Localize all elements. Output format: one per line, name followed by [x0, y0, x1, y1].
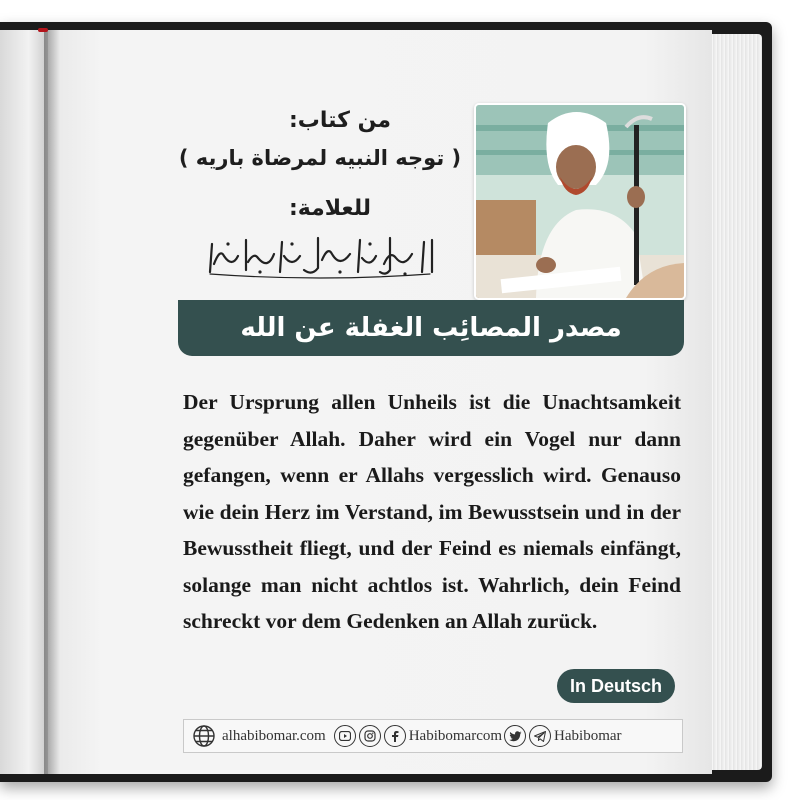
telegram-icon[interactable]	[529, 725, 551, 747]
twitter-icon[interactable]	[504, 725, 526, 747]
quote-title: مصدر المصائِب الغفلة عن الله	[240, 313, 622, 343]
youtube-icon[interactable]	[334, 725, 356, 747]
twitter-telegram-handle[interactable]: Habibomar	[554, 727, 622, 744]
from-book-label: من كتاب:	[288, 108, 392, 133]
scholar-photo	[474, 103, 686, 300]
quote-body: Der Ursprung allen Unheils ist die Unachtsamkeit gegenüber Allah. Daher wird ein Vogel nur dann gefangen, wenn er Allahs vergesslich wird. Genauso wie dein Herz im Verstand, im Bewusstsein und in der Bewusstheit fliegt, und der Feind es niemals einfängt, solange man nicht achtlos ist. Wahrlich, dein Feind schreckt vor dem Gedenken an Allah zurück.	[183, 390, 681, 633]
website-link[interactable]: alhabibomar.com	[222, 727, 326, 744]
social-footer	[183, 719, 683, 753]
spine-shadow	[44, 30, 60, 774]
bookmark	[38, 28, 48, 32]
book-title: ( توجه النبيه لمرضاة باريه )	[178, 146, 462, 170]
language-badge: In Deutsch	[557, 669, 675, 703]
left-page	[0, 30, 48, 774]
instagram-icon[interactable]	[359, 725, 381, 747]
facebook-icon[interactable]	[384, 725, 406, 747]
globe-icon	[192, 724, 216, 748]
scholar-label: للعلامة:	[288, 196, 372, 221]
facebook-handle[interactable]: Habibomarcom	[408, 727, 503, 744]
author-signature-calligraphy	[200, 232, 440, 280]
